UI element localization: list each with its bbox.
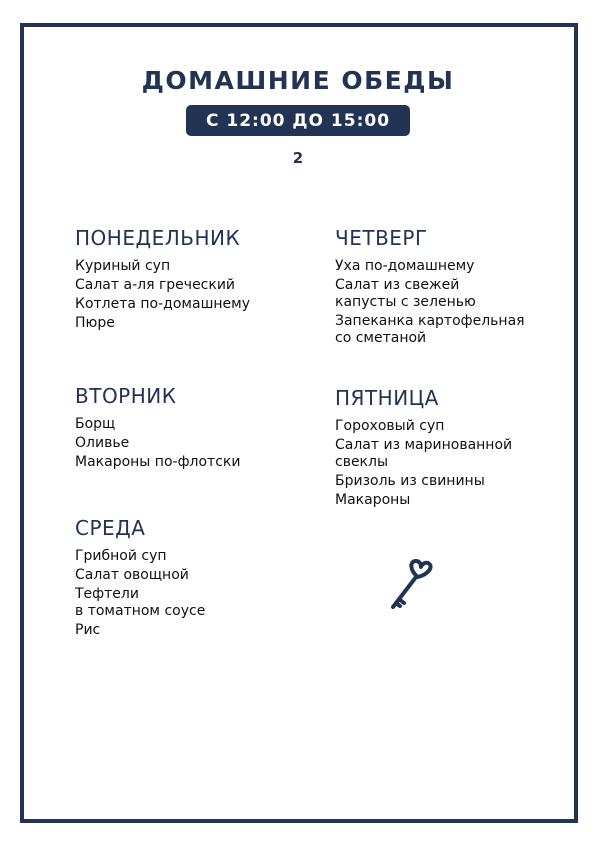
dish-item: Куриный суп [75,258,171,274]
dish-list [335,258,555,347]
dish-list [335,418,555,509]
dish-item: Салат овощной [75,567,189,583]
day-wednesday [75,516,315,641]
day-thursday [335,226,555,349]
day-title: ЧЕТВЕРГ [335,226,428,250]
page-title: ДОМАШНИЕ ОБЕДЫ [141,66,455,95]
heart-key-icon [385,555,435,615]
dish-list [75,416,315,471]
day-monday [75,226,315,334]
dish-list [75,548,315,639]
day-friday [335,386,555,511]
page-number: 2 [292,149,304,167]
day-tuesday [75,384,315,473]
dish-item: Запеканка картофельная со сметаной [335,313,525,346]
dish-item: Салат а-ля греческий [75,277,236,293]
dish-item: Гороховый суп [335,418,445,434]
dish-item: Тефтели в томатном соусе [75,586,206,619]
dish-item: Рис [75,622,101,638]
dish-item: Макароны по-флотски [75,454,241,470]
time-badge: С 12:00 ДО 15:00 [186,105,410,136]
dish-item: Грибной суп [75,548,167,564]
dish-item: Салат из свежей капусты с зеленью [335,277,476,310]
dish-item: Котлета по-домашнему [75,296,250,312]
day-title: ПОНЕДЕЛЬНИК [75,226,241,250]
dish-item: Борщ [75,416,116,432]
dish-item: Макароны [335,492,411,508]
dish-item: Оливье [75,435,130,451]
dish-item: Салат из маринованной свеклы [335,437,513,470]
dish-item: Бризоль из свинины [335,473,485,489]
day-title: ПЯТНИЦА [335,386,439,410]
dish-list [75,258,315,332]
day-title: ВТОРНИК [75,384,177,408]
day-title: СРЕДА [75,516,146,540]
dish-item: Уха по-домашнему [335,258,475,274]
dish-item: Пюре [75,315,115,331]
